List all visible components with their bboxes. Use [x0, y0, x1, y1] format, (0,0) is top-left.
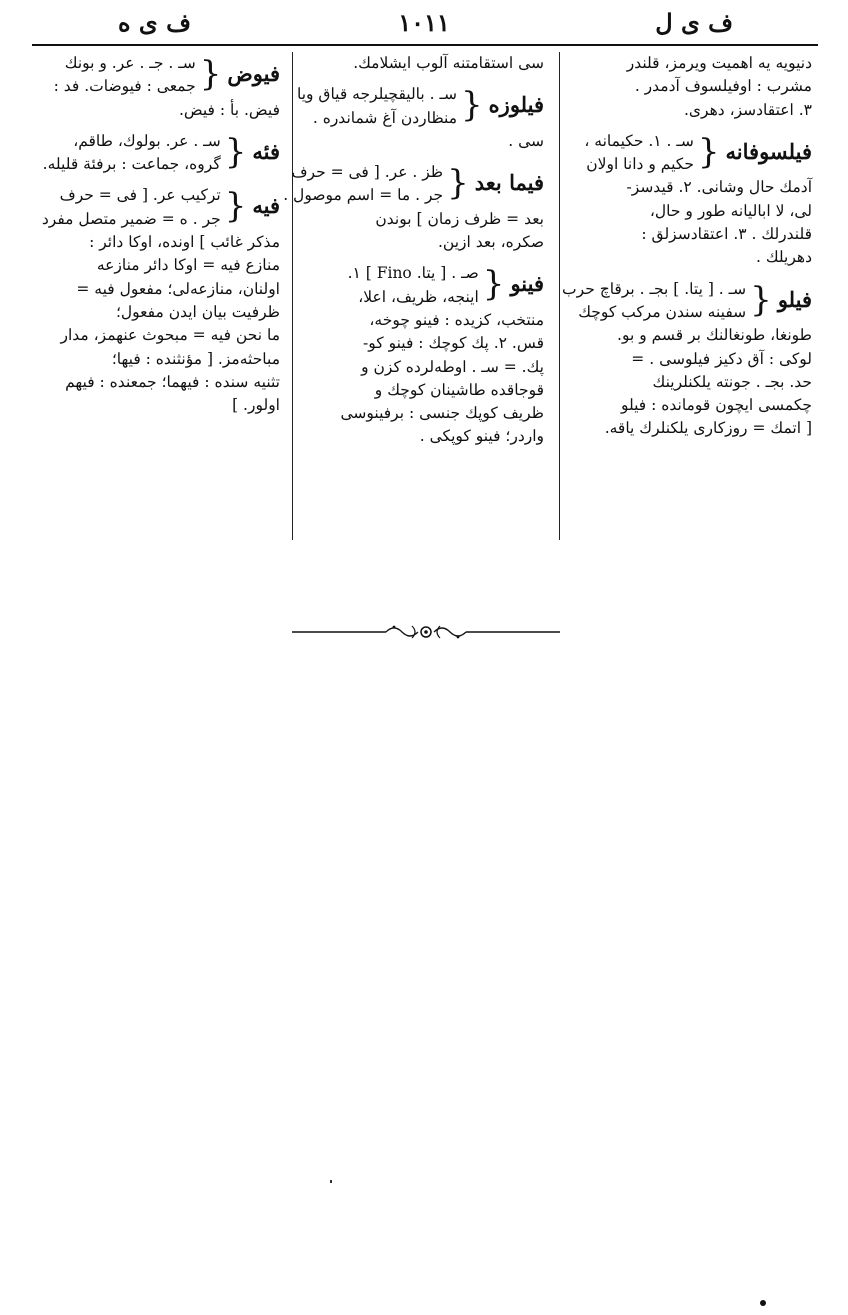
paper-dot: [760, 1300, 766, 1306]
column-divider: [292, 52, 293, 540]
brace-glyph: {: [461, 85, 483, 126]
dictionary-entry: [36, 52, 280, 122]
text-line: ٣. اعتقادسز، دهرى.: [683, 100, 812, 119]
continuation-text: [568, 52, 812, 122]
text-line: صـ . [ يتا. Fino ] ١.: [347, 264, 479, 283]
text-line: تثنيه سنده : فيهما؛ جمعنده : فيهم: [65, 372, 280, 391]
brace-glyph: {: [199, 54, 222, 94]
page-number: ١٠١١: [398, 8, 450, 37]
brace-glyph: {: [224, 186, 247, 227]
brace-glyph: {: [697, 131, 720, 172]
entry-headword: فئه: [252, 138, 280, 164]
text-line: سى استقامتنه آلوب ايشلامك.: [353, 54, 544, 72]
entry-headword: فيلو: [777, 286, 812, 312]
text-line: قلندرلك . ٣. اعتقادسزلق :: [641, 225, 812, 244]
text-line: صكره، بعد ازين.: [437, 233, 544, 252]
text-line: حد. بجـ . جونته يلكنلرينك: [652, 372, 812, 391]
header-left-letters: ف ى ه: [118, 8, 191, 37]
text-line: [ اتمك = روزكارى يلكنلرك ياقه.: [604, 419, 812, 438]
text-line: پك. = سـ . اوطه‌لرده كزن و: [361, 357, 544, 376]
entry-headword: فيما بعد: [474, 170, 544, 196]
text-line: بعد = ظرف زمان ] بوندن: [375, 209, 544, 228]
dictionary-entry: [568, 130, 812, 270]
text-line: قس. ٢. پك كوچك : فينو كو-: [363, 334, 544, 353]
entry-headword: فيلوزه: [488, 92, 544, 118]
text-line: طونغا، طونغالنك بر قسم و بو.: [617, 326, 812, 345]
text-line: گروه، جماعت : برفئة قليله.: [42, 155, 221, 174]
column-middle: [283, 52, 544, 542]
continuation-text: [300, 52, 544, 75]
entry-headword: فيه: [252, 193, 280, 219]
brace-glyph: {: [224, 131, 247, 172]
text-line: ظريف كوپك جنسى : برفينوسى: [340, 404, 544, 423]
brace-glyph: {: [482, 264, 505, 305]
text-line: سـ . جـ . عر. و بونك: [64, 54, 196, 72]
text-line: آدمك حال وشانى. ٢. قيدسز-: [626, 178, 812, 197]
text-line: اولنان، منازعه‌لى؛ مفعول فيه =: [76, 279, 280, 298]
dictionary-entry: [300, 262, 544, 448]
text-line: ظز . عر. [ فى = حرف: [291, 163, 444, 182]
text-line: واردر؛ فينو كوپكى .: [419, 427, 544, 446]
text-line: مباحثه‌مز. [ مؤنثنده : فيها؛: [111, 349, 280, 368]
text-line: قوجاقده طاشينان كوچك و: [374, 380, 544, 399]
text-line: جر . ه = ضمير متصل مفرد: [41, 209, 221, 228]
column-left: [36, 52, 280, 542]
entry-headword: فيلسوفانه: [725, 138, 812, 164]
text-line: جمعى : فيوضات. فد :: [53, 77, 196, 96]
text-line: منتخب، كزيده : فينو چوخه،: [369, 310, 544, 329]
text-line: فيض. بأ : فيض.: [178, 100, 280, 119]
column-divider: [559, 52, 560, 540]
text-line: لى، لا اباليانه طور و حال،: [649, 201, 812, 220]
column-right: [562, 52, 812, 542]
text-line: سـ . [ يتا. ] بجـ . برقاچ حرب: [562, 279, 747, 298]
text-line: سـ . باليقچيلرجه قياق ويا: [296, 85, 458, 104]
text-line: دنيويه يه اهميت ويرمز، قلندر: [626, 54, 812, 72]
text-line: سـ . عر. بولوك، طاقم،: [73, 131, 221, 150]
text-line: سى .: [508, 131, 544, 150]
dictionary-entry: [36, 184, 280, 417]
entry-headword: فينو: [510, 271, 544, 297]
text-line: جر . ما = اسم موصول .: [283, 186, 444, 205]
ornament-divider-icon: [290, 620, 562, 644]
paper-speck: [330, 1180, 332, 1183]
dictionary-entry: [296, 83, 544, 153]
text-line: سفينه سندن مركب كوچك: [578, 302, 747, 321]
header-rule: [32, 44, 818, 46]
text-line: مشرب : اوفيلسوف آدمدر .: [634, 77, 812, 96]
header-right-letters: ف ى ل: [655, 8, 733, 37]
text-line: منظاردن آغ شماندره .: [312, 108, 458, 127]
brace-glyph: {: [447, 163, 469, 204]
text-line: چكمسى ايچون قومانده : فيلو: [620, 396, 812, 415]
text-line: حكيم و دانا اولان: [586, 155, 694, 174]
text-line: مذكر غائب ] اونده، اوكا دائر :: [89, 233, 280, 252]
dictionary-entry: [283, 161, 544, 254]
text-line: اولور. ]: [232, 396, 280, 415]
dictionary-entry: [36, 130, 280, 177]
brace-glyph: {: [750, 279, 772, 320]
text-line: منازع فيه = اوكا دائر منازعه: [96, 256, 280, 275]
text-line: سـ . ١. حكيمانه ،: [584, 131, 694, 150]
text-line: ما نحن فيه = مبحوث عنهمز، مدار: [60, 326, 280, 345]
entry-headword: فيوض: [227, 61, 280, 86]
ornament-divider: [290, 620, 562, 644]
text-line: دهريلك .: [756, 248, 812, 267]
text-line: اينجه، ظريف، اعلا،: [358, 287, 479, 306]
dictionary-entry: [562, 278, 812, 441]
text-line: لوكى : آق دكيز فيلوسى . =: [631, 349, 812, 368]
text-line: تركيب عر. [ فى = حرف: [59, 186, 221, 205]
text-line: ظرفيت بيان ايدن مفعول؛: [115, 302, 280, 321]
